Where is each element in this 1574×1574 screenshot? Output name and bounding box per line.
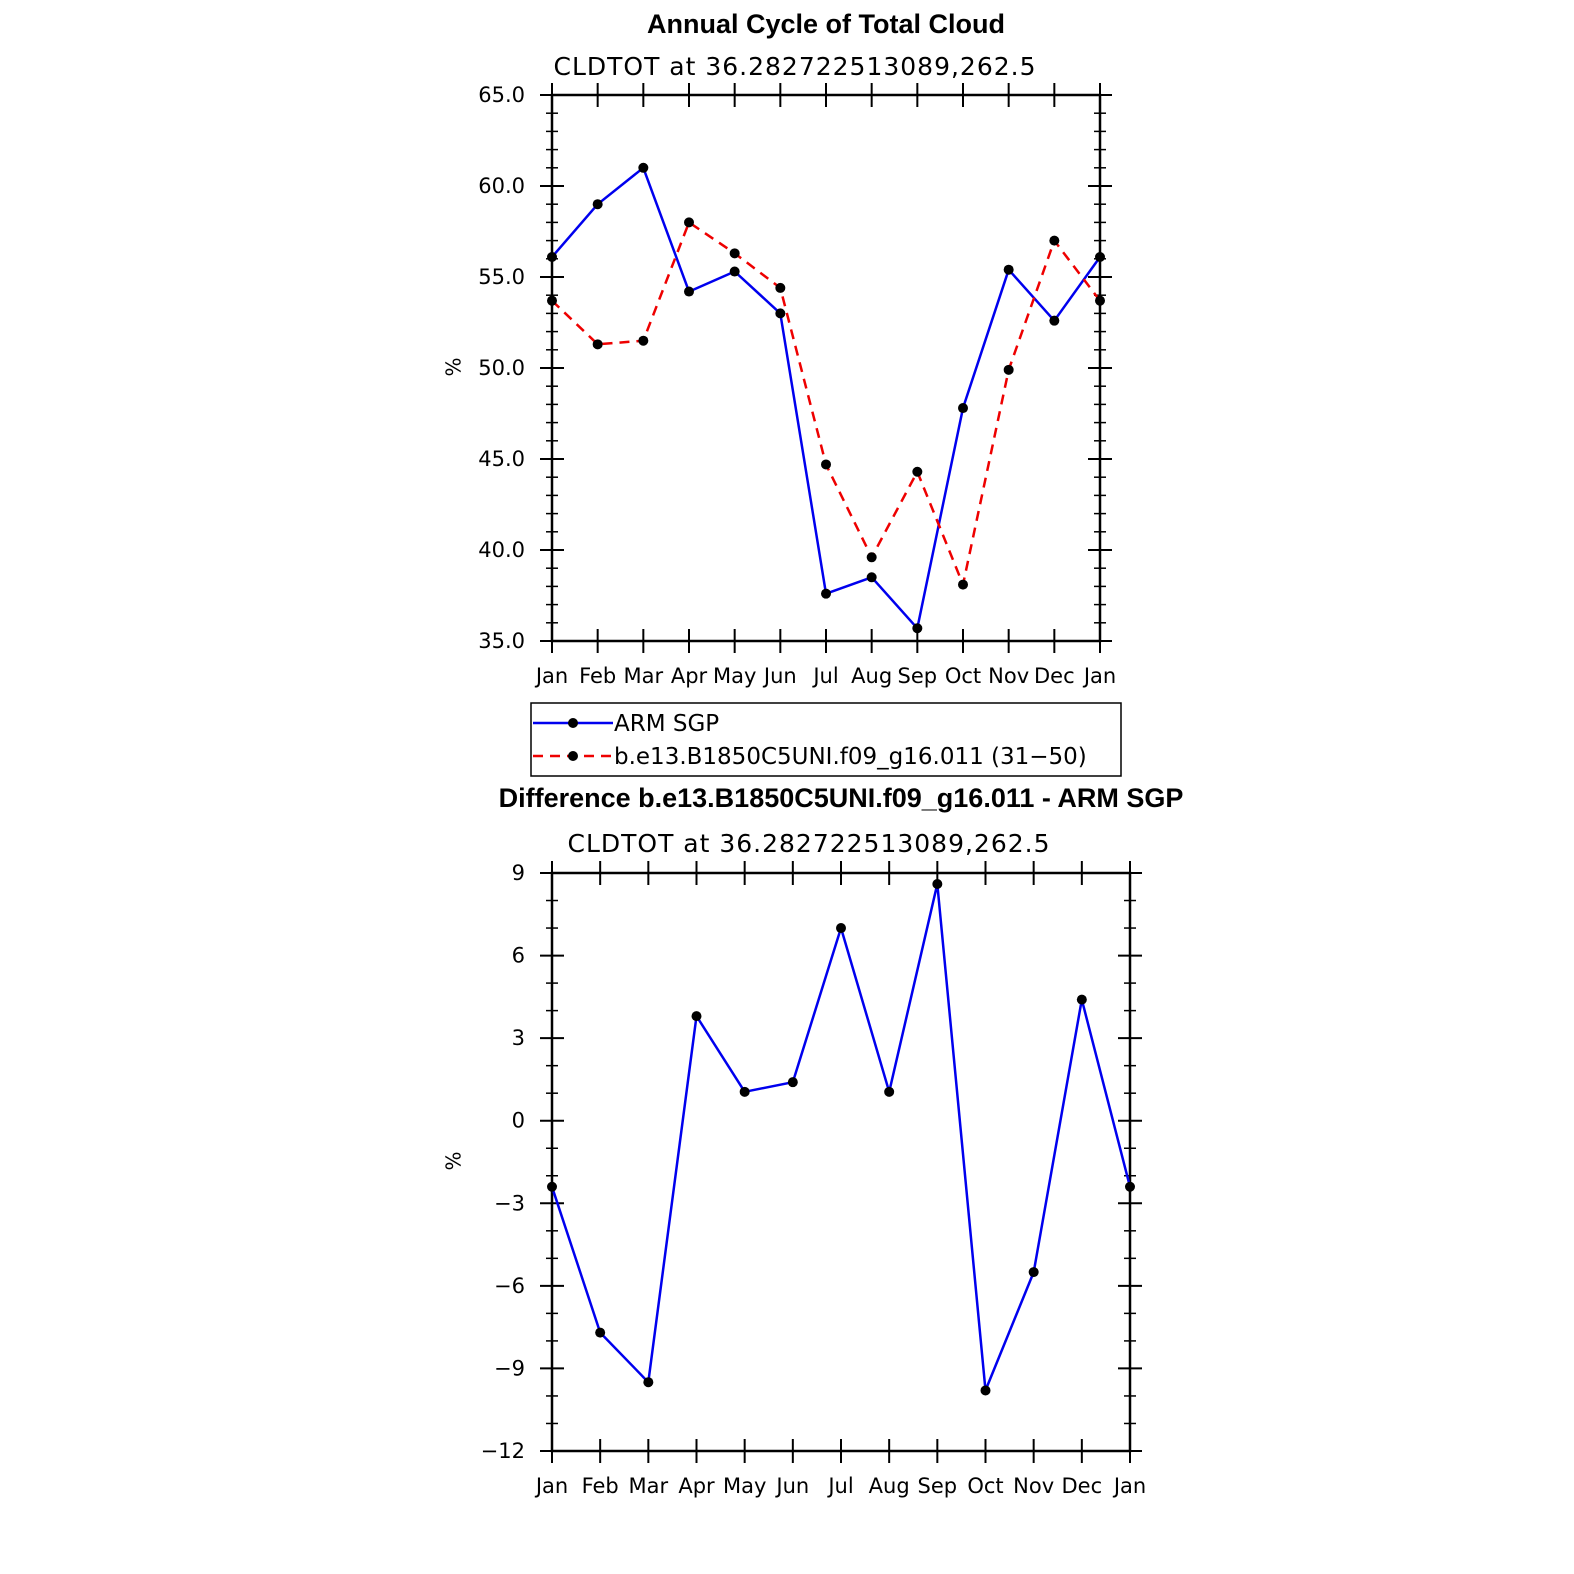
data-point xyxy=(958,403,968,413)
data-point xyxy=(1077,995,1087,1005)
data-point xyxy=(1004,365,1014,375)
x-tick-label: Apr xyxy=(678,1474,715,1498)
x-tick-label: Jun xyxy=(763,664,797,688)
series-line-0 xyxy=(552,884,1130,1390)
data-point xyxy=(821,589,831,599)
data-point xyxy=(547,252,557,262)
data-point xyxy=(788,1077,798,1087)
data-point xyxy=(638,163,648,173)
data-point xyxy=(981,1385,991,1395)
legend-label-arm-sgp: ARM SGP xyxy=(614,711,720,737)
chart-title: Annual Cycle of Total Cloud xyxy=(646,9,1006,39)
x-tick-label: Jan xyxy=(535,664,569,688)
plot-area xyxy=(478,83,1116,688)
y-tick-label: 9 xyxy=(511,861,525,885)
x-tick-label: Aug xyxy=(868,1474,910,1498)
y-tick-label: −6 xyxy=(494,1273,525,1298)
difference-panel xyxy=(442,783,1184,1498)
data-point xyxy=(547,296,557,306)
annual-cycle-panel xyxy=(442,9,1122,776)
data-point xyxy=(684,217,694,227)
x-tick-label: Aug xyxy=(851,664,893,688)
x-tick-label: Jan xyxy=(535,1474,569,1498)
x-tick-label: Apr xyxy=(670,664,708,688)
y-tick-label: 3 xyxy=(511,1026,525,1051)
data-point xyxy=(638,336,648,346)
data-point xyxy=(1095,296,1105,306)
y-tick-label: 6 xyxy=(511,943,525,968)
x-tick-label: Sep xyxy=(917,1474,958,1498)
data-point xyxy=(730,267,740,277)
y-tick-label: 55.0 xyxy=(478,265,525,289)
x-tick-label: Nov xyxy=(988,664,1030,688)
x-tick-label: Mar xyxy=(628,1474,669,1498)
series-line-0 xyxy=(552,168,1100,629)
data-point xyxy=(958,580,968,590)
plot-area xyxy=(481,861,1147,1498)
y-axis-label: % xyxy=(441,1151,466,1171)
data-point xyxy=(884,1087,894,1097)
legend-marker-arm-sgp xyxy=(568,718,578,728)
y-tick-label: 65.0 xyxy=(478,83,525,107)
data-point xyxy=(643,1377,653,1387)
data-point xyxy=(775,283,785,293)
x-tick-label: Dec xyxy=(1034,664,1075,688)
x-tick-label: Feb xyxy=(581,1474,619,1498)
x-tick-label: May xyxy=(722,1474,767,1498)
data-point xyxy=(684,287,694,297)
x-tick-label: Jul xyxy=(828,1474,854,1498)
x-tick-label: Jun xyxy=(776,1474,810,1498)
series-line-1 xyxy=(552,222,1100,584)
y-tick-label: 50.0 xyxy=(478,356,525,380)
data-point xyxy=(821,459,831,469)
x-tick-label: Jul xyxy=(813,664,839,688)
data-point xyxy=(595,1328,605,1338)
data-point xyxy=(1029,1267,1039,1277)
data-point xyxy=(1004,265,1014,275)
data-point xyxy=(593,339,603,349)
x-tick-label: Nov xyxy=(1013,1474,1055,1498)
plot-frame xyxy=(552,873,1130,1451)
y-tick-label: −12 xyxy=(480,1439,525,1463)
x-tick-label: Oct xyxy=(944,664,982,688)
y-tick-label: 35.0 xyxy=(478,629,525,653)
legend xyxy=(531,703,1121,776)
x-tick-label: May xyxy=(712,664,757,688)
data-point xyxy=(1049,236,1059,246)
x-tick-label: Feb xyxy=(579,664,617,688)
y-tick-label: −9 xyxy=(494,1356,525,1381)
y-tick-label: 45.0 xyxy=(478,447,525,471)
data-point xyxy=(912,623,922,633)
x-tick-label: Oct xyxy=(967,1474,1004,1498)
y-tick-label: −3 xyxy=(494,1191,525,1216)
data-point xyxy=(692,1011,702,1021)
data-point xyxy=(1125,1182,1135,1192)
x-tick-label: Jan xyxy=(1083,664,1117,688)
data-point xyxy=(836,923,846,933)
x-tick-label: Mar xyxy=(623,664,664,688)
y-axis-label: % xyxy=(441,357,466,377)
x-tick-label: Dec xyxy=(1061,1474,1103,1498)
data-point xyxy=(1049,316,1059,326)
legend-marker-model xyxy=(568,751,578,761)
data-point xyxy=(1095,252,1105,262)
x-tick-label: Jan xyxy=(1113,1474,1147,1498)
data-point xyxy=(932,879,942,889)
chart-subtitle: CLDTOT at 36.282722513089,262.5 xyxy=(553,52,1037,81)
data-point xyxy=(775,308,785,318)
x-tick-label: Sep xyxy=(897,664,938,688)
chart-subtitle: CLDTOT at 36.282722513089,262.5 xyxy=(567,829,1051,858)
legend-label-model: b.e13.B1850C5UNI.f09_g16.011 (31−50) xyxy=(614,744,1087,770)
data-point xyxy=(867,552,877,562)
y-tick-label: 60.0 xyxy=(478,174,525,198)
data-point xyxy=(867,572,877,582)
y-tick-label: 40.0 xyxy=(478,538,525,562)
data-point xyxy=(740,1087,750,1097)
y-tick-label: 0 xyxy=(511,1108,525,1133)
data-point xyxy=(547,1182,557,1192)
data-point xyxy=(912,467,922,477)
data-point xyxy=(730,248,740,258)
data-point xyxy=(593,199,603,209)
chart-title: Difference b.e13.B1850C5UNI.f09_g16.011 - ARM SGP xyxy=(498,783,1184,813)
plot-frame xyxy=(552,95,1100,641)
